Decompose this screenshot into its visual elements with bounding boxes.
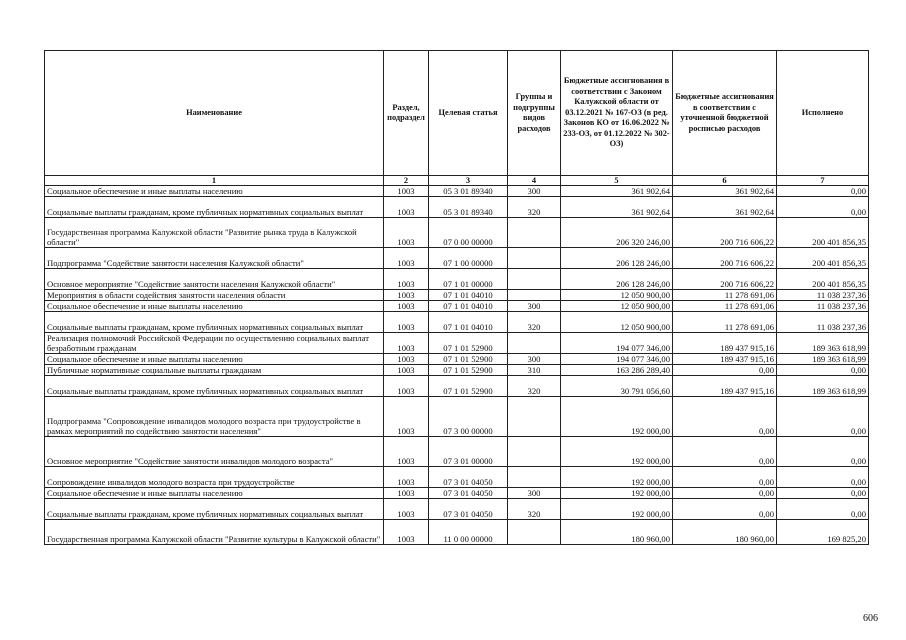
row-law-amount: 194 077 346,00 [561, 354, 673, 365]
header-refined: Бюджетные ассигнования в соответствии с уточненной бюджетной росписью расходов [673, 51, 777, 176]
row-refined-amount: 0,00 [673, 365, 777, 376]
row-section: 1003 [384, 218, 429, 248]
table-row [45, 197, 869, 218]
row-target-article: 07 3 01 04050 [429, 499, 508, 520]
row-refined-amount: 200 716 606,22 [673, 248, 777, 269]
row-expense-group: 320 [508, 312, 561, 333]
row-executed-amount: 200 401 856,35 [777, 248, 869, 269]
row-name: Социальные выплаты гражданам, кроме публичных нормативных социальных выплат [45, 197, 384, 218]
row-executed-amount: 189 363 618,99 [777, 333, 869, 354]
row-executed-amount: 169 825,20 [777, 520, 869, 545]
row-section: 1003 [384, 312, 429, 333]
row-law-amount: 192 000,00 [561, 499, 673, 520]
row-law-amount: 12 050 900,00 [561, 312, 673, 333]
row-executed-amount: 189 363 618,99 [777, 376, 869, 397]
row-executed-amount: 200 401 856,35 [777, 218, 869, 248]
row-executed-amount: 0,00 [777, 365, 869, 376]
row-name: Подпрограмма "Содействие занятости населения Калужской области" [45, 248, 384, 269]
row-name: Социальное обеспечение и иные выплаты населению [45, 186, 384, 197]
row-law-amount: 192 000,00 [561, 488, 673, 499]
row-law-amount: 206 320 246,00 [561, 218, 673, 248]
row-law-amount: 361 902,64 [561, 197, 673, 218]
row-name: Реализация полномочий Российской Федерации по осуществлению социальных выплат безработным гражданам [45, 333, 384, 354]
table-row [45, 467, 869, 488]
row-section: 1003 [384, 437, 429, 467]
row-expense-group: 310 [508, 365, 561, 376]
row-executed-amount: 0,00 [777, 499, 869, 520]
row-name: Публичные нормативные социальные выплаты гражданам [45, 365, 384, 376]
table-row [45, 376, 869, 397]
row-law-amount: 192 000,00 [561, 397, 673, 437]
table-row [45, 248, 869, 269]
row-law-amount: 30 791 056,60 [561, 376, 673, 397]
row-section: 1003 [384, 248, 429, 269]
row-name: Социальное обеспечение и иные выплаты населению [45, 354, 384, 365]
row-target-article: 07 1 01 04010 [429, 312, 508, 333]
row-target-article: 07 1 01 52900 [429, 354, 508, 365]
table-row [45, 499, 869, 520]
page-number: 606 [863, 613, 878, 624]
row-expense-group: 320 [508, 499, 561, 520]
row-refined-amount: 0,00 [673, 397, 777, 437]
row-target-article: 07 0 00 00000 [429, 218, 508, 248]
column-number: 2 [384, 176, 429, 186]
row-refined-amount: 0,00 [673, 467, 777, 488]
row-section: 1003 [384, 197, 429, 218]
table-row [45, 397, 869, 437]
row-expense-group: 300 [508, 186, 561, 197]
row-executed-amount: 200 401 856,35 [777, 269, 869, 290]
row-section: 1003 [384, 376, 429, 397]
table-row [45, 365, 869, 376]
table-row [45, 354, 869, 365]
row-refined-amount: 361 902,64 [673, 197, 777, 218]
row-name: Социальное обеспечение и иные выплаты населению [45, 301, 384, 312]
row-target-article: 07 1 01 52900 [429, 365, 508, 376]
row-expense-group [508, 437, 561, 467]
row-section: 1003 [384, 488, 429, 499]
row-name: Государственная программа Калужской области "Развитие культуры в Калужской области" [45, 520, 384, 545]
row-executed-amount: 0,00 [777, 437, 869, 467]
row-refined-amount: 0,00 [673, 499, 777, 520]
row-name: Социальные выплаты гражданам, кроме публичных нормативных социальных выплат [45, 499, 384, 520]
row-law-amount: 12 050 900,00 [561, 290, 673, 301]
row-law-amount: 180 960,00 [561, 520, 673, 545]
row-expense-group [508, 467, 561, 488]
row-name: Основное мероприятие "Содействие занятости инвалидов молодого возраста" [45, 437, 384, 467]
row-section: 1003 [384, 397, 429, 437]
row-name: Основное мероприятие "Содействие занятости населения Калужской области" [45, 269, 384, 290]
row-law-amount: 163 286 289,40 [561, 365, 673, 376]
row-executed-amount: 11 038 237,36 [777, 312, 869, 333]
row-executed-amount: 11 038 237,36 [777, 290, 869, 301]
row-refined-amount: 11 278 691,06 [673, 301, 777, 312]
row-executed-amount: 189 363 618,99 [777, 354, 869, 365]
row-refined-amount: 189 437 915,16 [673, 354, 777, 365]
column-number-row [45, 176, 869, 186]
row-target-article: 11 0 00 00000 [429, 520, 508, 545]
row-law-amount: 194 077 346,00 [561, 333, 673, 354]
column-number: 4 [508, 176, 561, 186]
row-target-article: 07 3 01 04050 [429, 488, 508, 499]
row-section: 1003 [384, 269, 429, 290]
table-header [45, 51, 869, 176]
row-target-article: 07 1 00 00000 [429, 248, 508, 269]
row-section: 1003 [384, 333, 429, 354]
row-section: 1003 [384, 365, 429, 376]
row-law-amount: 206 128 246,00 [561, 269, 673, 290]
header-groups: Группы и подгруппы видов расходов [508, 51, 561, 176]
row-refined-amount: 189 437 915,16 [673, 333, 777, 354]
row-expense-group [508, 290, 561, 301]
row-law-amount: 12 050 900,00 [561, 301, 673, 312]
row-name: Сопровождение инвалидов молодого возраста при трудоустройстве [45, 467, 384, 488]
row-executed-amount: 0,00 [777, 467, 869, 488]
table-row [45, 312, 869, 333]
table-body [45, 176, 869, 545]
row-target-article: 05 3 01 89340 [429, 197, 508, 218]
row-expense-group: 300 [508, 301, 561, 312]
row-refined-amount: 200 716 606,22 [673, 218, 777, 248]
column-number: 3 [429, 176, 508, 186]
row-name: Социальное обеспечение и иные выплаты населению [45, 488, 384, 499]
row-expense-group: 300 [508, 354, 561, 365]
row-expense-group [508, 269, 561, 290]
row-section: 1003 [384, 499, 429, 520]
row-expense-group [508, 397, 561, 437]
column-number: 1 [45, 176, 384, 186]
row-executed-amount: 11 038 237,36 [777, 301, 869, 312]
row-executed-amount: 0,00 [777, 186, 869, 197]
table-row [45, 218, 869, 248]
table-row [45, 333, 869, 354]
row-expense-group: 320 [508, 197, 561, 218]
row-expense-group [508, 248, 561, 269]
row-target-article: 07 3 00 00000 [429, 397, 508, 437]
row-target-article: 07 1 01 04010 [429, 301, 508, 312]
row-target-article: 05 3 01 89340 [429, 186, 508, 197]
column-number: 7 [777, 176, 869, 186]
row-target-article: 07 3 01 00000 [429, 437, 508, 467]
row-expense-group [508, 520, 561, 545]
row-target-article: 07 1 01 52900 [429, 333, 508, 354]
table-row [45, 437, 869, 467]
row-refined-amount: 0,00 [673, 488, 777, 499]
table-row [45, 269, 869, 290]
table-row [45, 301, 869, 312]
row-section: 1003 [384, 467, 429, 488]
header-section: Раздел, подраздел [384, 51, 429, 176]
row-refined-amount: 11 278 691,06 [673, 312, 777, 333]
row-expense-group [508, 333, 561, 354]
row-target-article: 07 1 01 00000 [429, 269, 508, 290]
row-law-amount: 206 128 246,00 [561, 248, 673, 269]
table-row [45, 290, 869, 301]
column-number: 6 [673, 176, 777, 186]
header-name: Наименование [45, 51, 384, 176]
row-target-article: 07 1 01 04010 [429, 290, 508, 301]
table-row [45, 520, 869, 545]
row-refined-amount: 180 960,00 [673, 520, 777, 545]
row-executed-amount: 0,00 [777, 197, 869, 218]
row-expense-group [508, 218, 561, 248]
row-expense-group: 300 [508, 488, 561, 499]
row-name: Государственная программа Калужской области "Развитие рынка труда в Калужской области" [45, 218, 384, 248]
row-section: 1003 [384, 301, 429, 312]
row-law-amount: 361 902,64 [561, 186, 673, 197]
row-section: 1003 [384, 354, 429, 365]
row-refined-amount: 11 278 691,06 [673, 290, 777, 301]
row-refined-amount: 0,00 [673, 437, 777, 467]
header-executed: Исполнено [777, 51, 869, 176]
row-name: Социальные выплаты гражданам, кроме публичных нормативных социальных выплат [45, 376, 384, 397]
row-target-article: 07 1 01 52900 [429, 376, 508, 397]
row-executed-amount: 0,00 [777, 397, 869, 437]
row-section: 1003 [384, 186, 429, 197]
row-executed-amount: 0,00 [777, 488, 869, 499]
row-section: 1003 [384, 520, 429, 545]
budget-table [44, 50, 869, 545]
row-name: Социальные выплаты гражданам, кроме публичных нормативных социальных выплат [45, 312, 384, 333]
row-target-article: 07 3 01 04050 [429, 467, 508, 488]
row-section: 1003 [384, 290, 429, 301]
row-refined-amount: 361 902,64 [673, 186, 777, 197]
header-law: Бюджетные ассигнования в соответствии с Законом Калужской области от 03.12.2021 № 167-ОЗ (в ред. Законов КО от 16.06.2022 № 233-ОЗ, от 01.12.2022 № 302-ОЗ) [561, 51, 673, 176]
row-name: Подпрограмма "Сопровождение инвалидов молодого возраста при трудоустройстве в рамках мероприятий по содействию занятости населения" [45, 397, 384, 437]
row-name: Мероприятия в области содействия занятости населения области [45, 290, 384, 301]
row-law-amount: 192 000,00 [561, 467, 673, 488]
table-row [45, 488, 869, 499]
header-target: Целевая статья [429, 51, 508, 176]
row-refined-amount: 189 437 915,16 [673, 376, 777, 397]
column-number: 5 [561, 176, 673, 186]
row-refined-amount: 200 716 606,22 [673, 269, 777, 290]
row-expense-group: 320 [508, 376, 561, 397]
table-row [45, 186, 869, 197]
row-law-amount: 192 000,00 [561, 437, 673, 467]
